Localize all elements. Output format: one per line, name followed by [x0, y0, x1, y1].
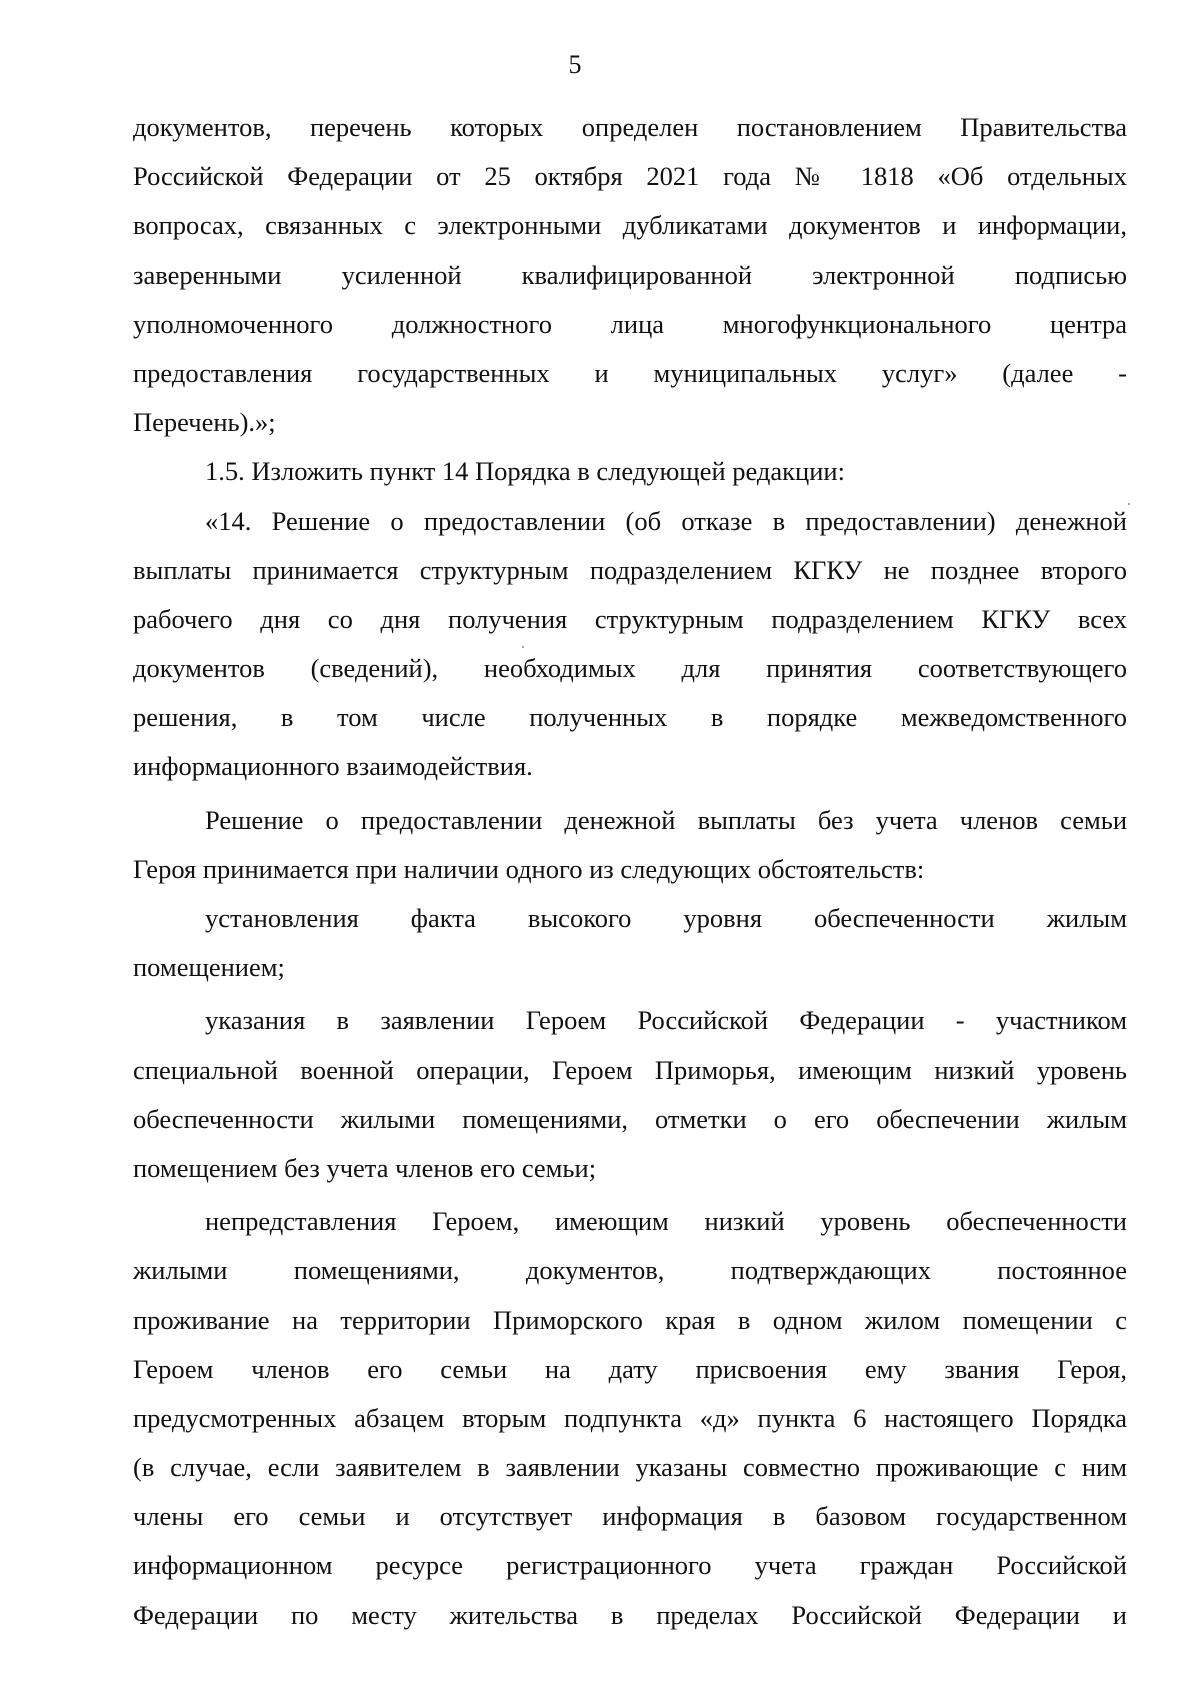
paragraph-start: непредставления Героем, имеющим низкий уровень обеспеченности [205, 1206, 1127, 1237]
text-line: предусмотренных абзацем вторым подпункта «д» пункта 6 настоящего Порядка [133, 1402, 1127, 1433]
scan-speck [522, 646, 524, 648]
text-line: рабочего дня со дня получения структурным подразделением КГКУ всех [133, 603, 1127, 634]
text-line: выплаты принимается структурным подразделением КГКУ не позднее второго [133, 554, 1127, 585]
text-line: Героя принимается при наличии одного из следующих обстоятельств: [133, 853, 925, 884]
text-line: помещением; [133, 952, 285, 983]
text-line: обеспеченности жилыми помещениями, отметки о его обеспечении жилым [133, 1103, 1127, 1134]
text-line: решения, в том числе полученных в порядке межведомственного [133, 702, 1127, 733]
text-line: Героем членов его семьи на дату присвоения ему звания Героя, [133, 1353, 1127, 1384]
text-line: члены его семьи и отсутствует информация в базовом государственном [133, 1501, 1127, 1532]
document-body [133, 103, 1127, 1640]
text-line: жилыми помещениями, документов, подтверждающих постоянное [133, 1255, 1127, 1286]
text-line: помещением без учета членов его семьи; [133, 1152, 597, 1183]
text-line: предоставления государственных и муниципальных услуг» (далее - [133, 357, 1127, 388]
page-number: 5 [568, 50, 582, 79]
scan-speck [1128, 503, 1130, 505]
text-line: специальной военной операции, Героем Приморья, имеющим низкий уровень [133, 1054, 1127, 1085]
text-line: документов (сведений), необходимых для принятия соответствующего [133, 653, 1127, 684]
text-line: документов, перечень которых определен постановлением Правительства [133, 112, 1127, 142]
paragraph-start: Решение о предоставлении денежной выплаты без учета членов семьи [205, 804, 1127, 835]
text-line: Российской Федерации от 25 октября 2021 года № 1818 «Об отдельных [133, 161, 1127, 192]
text-line: уполномоченного должностного лица многофункционального центра [133, 308, 1127, 339]
text-line: Федерации по месту жительства в пределах Российской Федерации и [133, 1599, 1127, 1630]
paragraph-start: указания в заявлении Героем Российской Федерации - участником [205, 1005, 1127, 1036]
paragraph-start: 1.5. Изложить пункт 14 Порядка в следующей редакции: [205, 456, 845, 487]
text-line: заверенными усиленной квалифицированной электронной подписью [133, 259, 1127, 290]
text-line: вопросах, связанных с электронными дубликатами документов и информации, [133, 210, 1127, 241]
paragraph-start: установления факта высокого уровня обеспеченности жилым [205, 903, 1127, 933]
text-line: информационного взаимодействия. [133, 751, 533, 782]
paragraph-start: «14. Решение о предоставлении (об отказе в предоставлении) денежной [205, 505, 1127, 536]
text-line: (в случае, если заявителем в заявлении указаны совместно проживающие с ним [133, 1452, 1127, 1483]
text-line: проживание на территории Приморского края в одном жилом помещении с [133, 1304, 1127, 1335]
text-line: Перечень).»; [133, 407, 276, 438]
text-line: информационном ресурсе регистрационного учета граждан Российской [133, 1550, 1127, 1581]
